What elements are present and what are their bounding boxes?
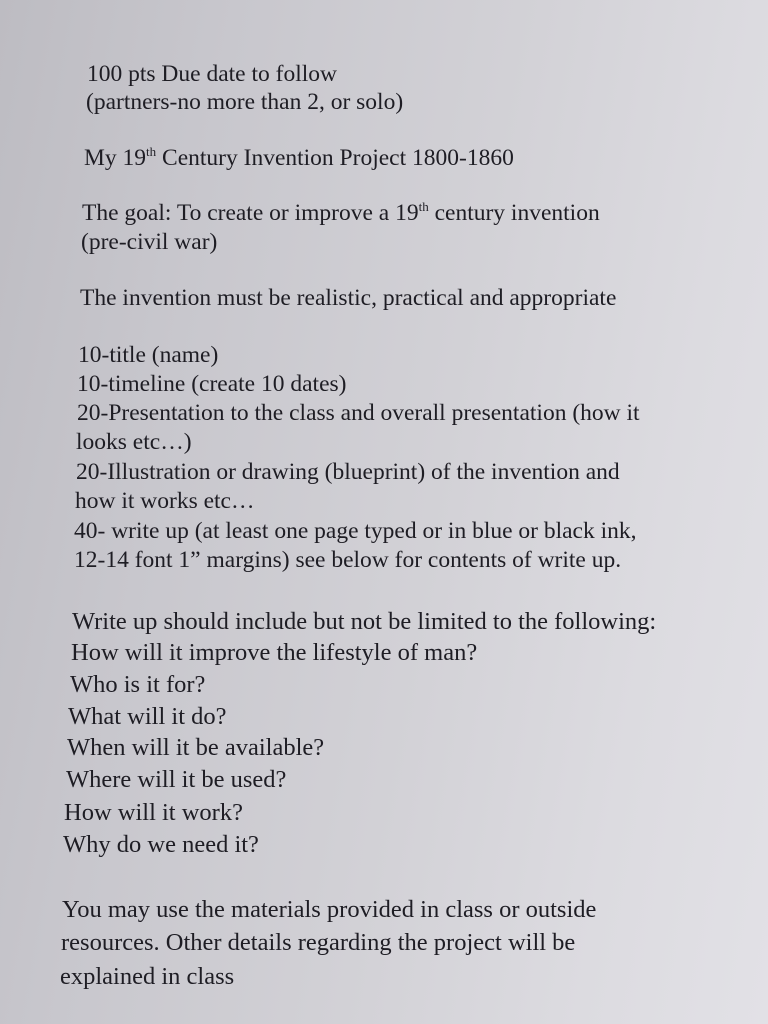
closing-line: You may use the materials provided in class or outside xyxy=(62,896,597,923)
project-title-sup: th xyxy=(146,144,157,160)
writeup-question: How will it work? xyxy=(64,799,243,826)
rubric-item: how it works etc… xyxy=(75,488,255,514)
rubric-item: 10-title (name) xyxy=(78,342,219,368)
writeup-question: What will it do? xyxy=(68,703,227,730)
project-title-suffix: Century Invention Project 1800-1860 xyxy=(156,145,514,171)
rubric-item: looks etc…) xyxy=(76,429,192,455)
writeup-question: Why do we need it? xyxy=(63,831,259,858)
goal-suffix: century invention xyxy=(428,200,600,226)
writeup-question: How will it improve the lifestyle of man? xyxy=(71,639,478,666)
goal-prefix: The goal: To create or improve a 19 xyxy=(82,200,419,226)
goal-line xyxy=(82,199,600,227)
partners-line: (partners-no more than 2, or solo) xyxy=(86,89,404,115)
writeup-intro: Write up should include but not be limited to the following: xyxy=(72,608,657,635)
goal-line-2: (pre-civil war) xyxy=(81,229,218,255)
closing-line: resources. Other details regarding the project will be xyxy=(61,929,576,956)
project-title xyxy=(84,144,514,172)
goal-sup: th xyxy=(418,199,429,215)
project-title-prefix: My 19 xyxy=(84,145,147,171)
rubric-item: 12-14 font 1” margins) see below for contents of write up. xyxy=(74,547,622,573)
requirement-line: The invention must be realistic, practical and appropriate xyxy=(80,285,617,311)
rubric-item: 40- write up (at least one page typed or in blue or black ink, xyxy=(74,518,637,544)
points-line: 100 pts Due date to follow xyxy=(87,61,337,87)
rubric-item: 20-Illustration or drawing (blueprint) of the invention and xyxy=(76,459,620,485)
rubric-item: 20-Presentation to the class and overall presentation (how it xyxy=(77,400,640,426)
writeup-question: Where will it be used? xyxy=(66,766,287,793)
rubric-item: 10-timeline (create 10 dates) xyxy=(77,371,347,397)
writeup-question: When will it be available? xyxy=(67,734,325,761)
writeup-question: Who is it for? xyxy=(70,671,206,698)
closing-line: explained in class xyxy=(60,963,235,990)
